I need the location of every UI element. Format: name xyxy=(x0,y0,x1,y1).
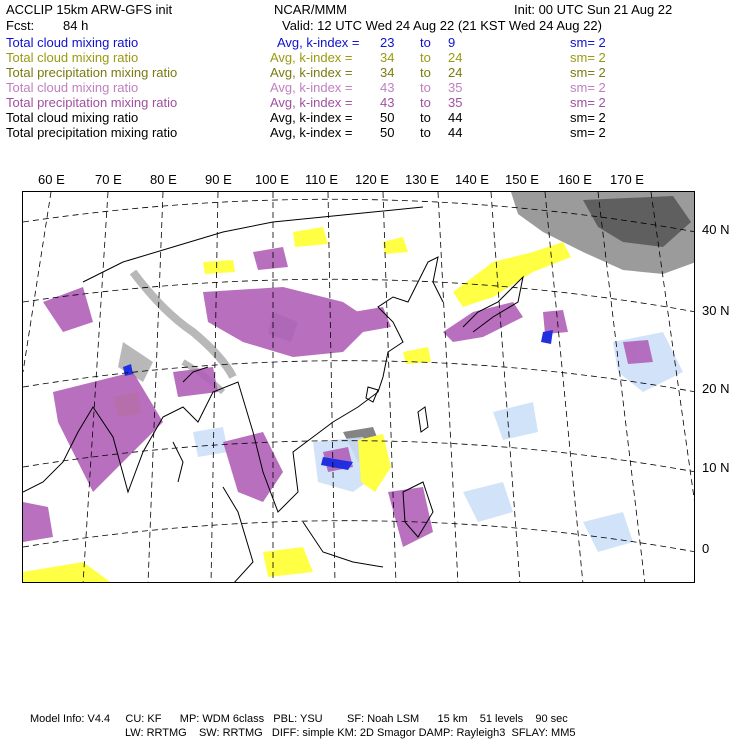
legend-row-7-field: Total precipitation mixing ratio xyxy=(6,125,178,140)
latitude-label: 40 N xyxy=(702,222,730,237)
legend-row-7-to: to xyxy=(420,125,431,140)
legend-row-2-avg: Avg, k-index = xyxy=(270,50,353,65)
legend-row-5-to: to xyxy=(420,95,431,110)
legend-row-3-to: to xyxy=(420,65,431,80)
legend-row-2-k2: 24 xyxy=(448,50,463,65)
longitude-label: 90 E xyxy=(205,172,232,187)
legend-row-7-sm: sm= 2 xyxy=(570,125,606,140)
latitude-label: 10 N xyxy=(702,460,730,475)
model-title: ACCLIP 15km ARW-GFS init xyxy=(6,2,173,17)
legend-row-1-avg: Avg, k-index = xyxy=(277,35,360,50)
longitude-label: 120 E xyxy=(355,172,389,187)
legend-row-1-field: Total cloud mixing ratio xyxy=(6,35,139,50)
legend-row-3-field: Total precipitation mixing ratio xyxy=(6,65,178,80)
longitude-label: 80 E xyxy=(150,172,177,187)
longitude-label: 110 E xyxy=(305,172,339,187)
legend-row-4-field: Total cloud mixing ratio xyxy=(6,80,139,95)
forecast-map xyxy=(22,191,695,583)
valid-time: Valid: 12 UTC Wed 24 Aug 22 (21 KST Wed 24 Aug 22) xyxy=(282,18,602,33)
purple-cloud-layer xyxy=(23,247,653,547)
grey-cloud-layer xyxy=(118,192,695,462)
legend-row-1-to: to xyxy=(420,35,431,50)
legend-row-5-sm: sm= 2 xyxy=(570,95,606,110)
legend-row-2-k1: 34 xyxy=(380,50,395,65)
legend-row-6-avg: Avg, k-index = xyxy=(270,110,353,125)
legend-row-2-sm: sm= 2 xyxy=(570,50,606,65)
legend-row-5-avg: Avg, k-index = xyxy=(270,95,353,110)
legend-row-4-k1: 43 xyxy=(380,80,395,95)
longitude-label: 140 E xyxy=(455,172,489,187)
longitude-label: 160 E xyxy=(558,172,592,187)
legend-row-4-to: to xyxy=(420,80,431,95)
legend-row-2-to: to xyxy=(420,50,431,65)
longitude-label: 170 E xyxy=(610,172,644,187)
legend-row-6-k2: 44 xyxy=(448,110,463,125)
legend-row-2-field: Total cloud mixing ratio xyxy=(6,50,139,65)
map-canvas xyxy=(23,192,695,583)
legend-row-7-k1: 50 xyxy=(380,125,395,140)
legend-row-7-k2: 44 xyxy=(448,125,463,140)
longitude-label: 150 E xyxy=(505,172,539,187)
latitude-label: 20 N xyxy=(702,381,730,396)
legend-row-5-k1: 43 xyxy=(380,95,395,110)
forecast-label: Fcst: xyxy=(6,18,35,33)
forecast-hours: 84 h xyxy=(63,18,89,33)
legend-row-3-avg: Avg, k-index = xyxy=(270,65,353,80)
legend-row-4-avg: Avg, k-index = xyxy=(270,80,353,95)
longitude-label: 130 E xyxy=(405,172,439,187)
model-info-line1: Model Info: V4.4 CU: KF MP: WDM 6class PBL: YSU SF: Noah LSM 15 km 51 levels 90 sec xyxy=(30,713,568,725)
legend-row-6-field: Total cloud mixing ratio xyxy=(6,110,139,125)
legend-row-7-avg: Avg, k-index = xyxy=(270,125,353,140)
legend-row-6-to: to xyxy=(420,110,431,125)
legend-row-4-k2: 35 xyxy=(448,80,463,95)
org-label: NCAR/MMM xyxy=(274,2,347,17)
legend-row-6-sm: sm= 2 xyxy=(570,110,606,125)
longitude-label: 70 E xyxy=(95,172,122,187)
legend-row-3-k2: 24 xyxy=(448,65,463,80)
latitude-label: 30 N xyxy=(702,303,730,318)
longitude-label: 60 E xyxy=(38,172,65,187)
legend-row-1-k1: 23 xyxy=(380,35,395,50)
legend-row-1-k2: 9 xyxy=(448,35,456,50)
model-info-line2: LW: RRTMG SW: RRTMG DIFF: simple KM: 2D Smagor DAMP: Rayleigh3 SFLAY: MM5 xyxy=(125,727,576,739)
longitude-label: 100 E xyxy=(255,172,289,187)
latitude-label: 0 xyxy=(702,541,710,556)
legend-row-3-sm: sm= 2 xyxy=(570,65,606,80)
init-time: Init: 00 UTC Sun 21 Aug 22 xyxy=(514,2,673,17)
legend-row-3-k1: 34 xyxy=(380,65,395,80)
legend-row-6-k1: 50 xyxy=(380,110,395,125)
legend-row-5-field: Total precipitation mixing ratio xyxy=(6,95,178,110)
legend-row-4-sm: sm= 2 xyxy=(570,80,606,95)
legend-row-1-sm: sm= 2 xyxy=(570,35,606,50)
legend-row-5-k2: 35 xyxy=(448,95,463,110)
